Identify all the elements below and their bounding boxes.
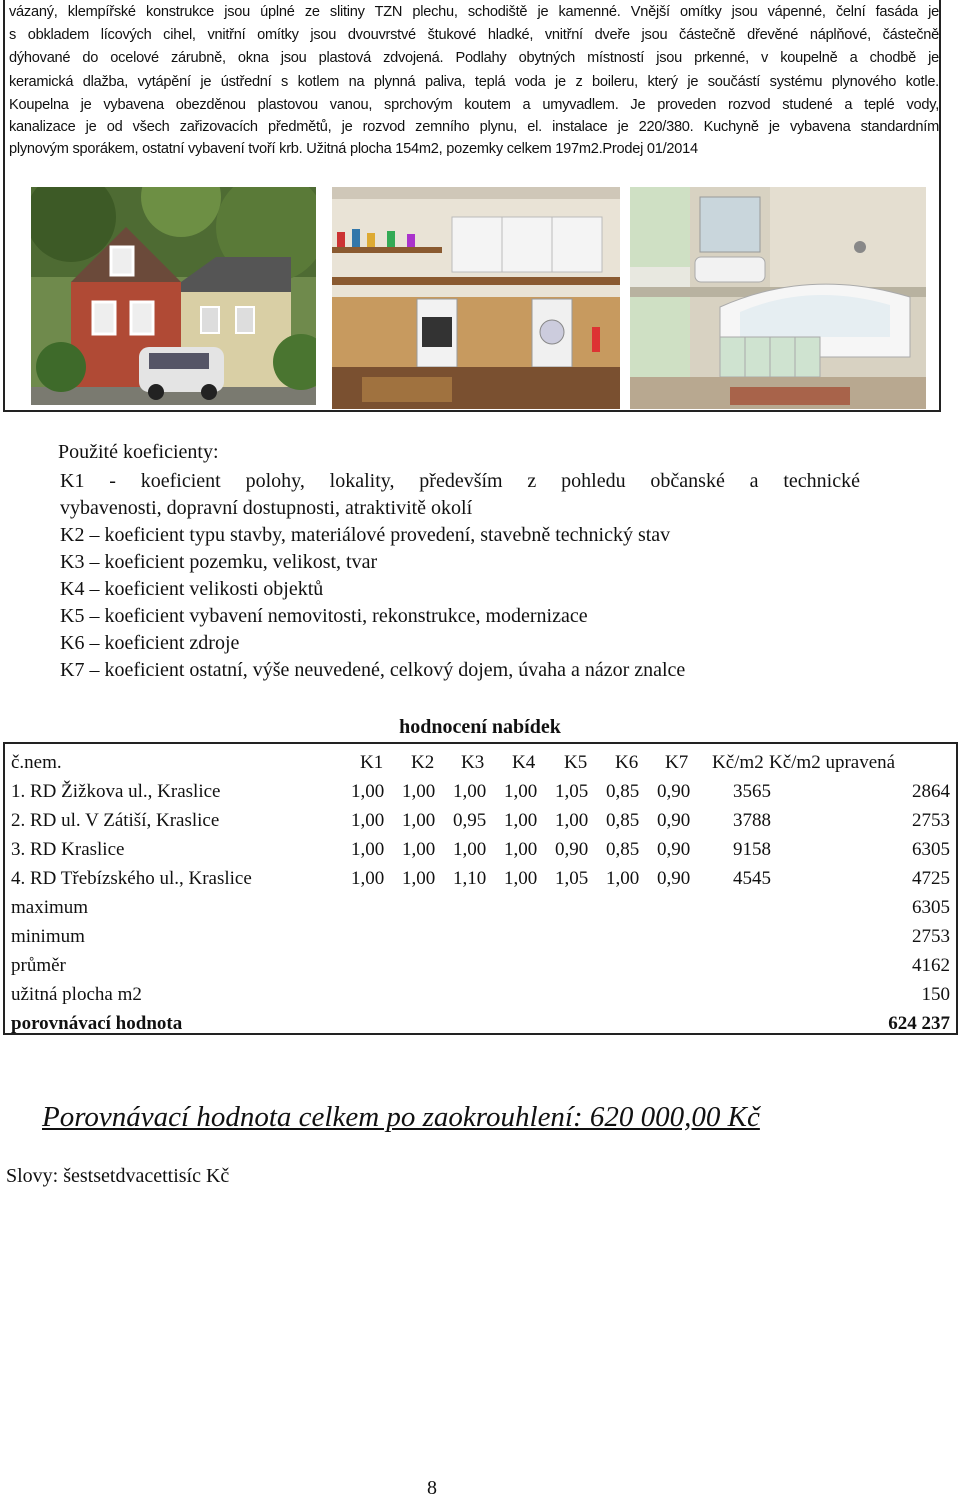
property-name: 1. RD Žižkova ul., Kraslice xyxy=(11,781,221,802)
k3-value: 0,95 xyxy=(453,810,487,831)
k1-value: 1,00 xyxy=(351,868,385,889)
k4-value: 1,00 xyxy=(504,781,538,802)
summary-row-usable-area xyxy=(5,980,956,1009)
k5-value: 1,05 xyxy=(555,868,589,889)
header-price-adjusted: Kč/m2 upravená xyxy=(769,752,896,773)
k7-value: 0,90 xyxy=(657,868,691,889)
summary-label: porovnávací hodnota xyxy=(11,1013,183,1034)
summary-label: maximum xyxy=(11,897,89,918)
k7-value: 0,90 xyxy=(657,781,691,802)
coefficient-line: K4 – koeficient velikosti objektů xyxy=(60,578,324,600)
house-exterior-photo xyxy=(31,187,316,405)
summary-row-minimum xyxy=(5,922,956,951)
table-row xyxy=(5,835,956,864)
description-line: keramická dlažba, vytápění je ústřední s kotlem na plynná paliva, teplá voda je z boileru, který je součástí systému plynového kotle. xyxy=(9,74,939,90)
table-header-row xyxy=(5,748,956,777)
summary-value: 624 237 xyxy=(888,1013,950,1034)
price-adjusted-value: 2864 xyxy=(912,781,950,802)
table-row xyxy=(5,806,956,835)
table-title: hodnocení nabídek xyxy=(399,716,561,738)
price-value: 4545 xyxy=(733,868,771,889)
property-description-box xyxy=(3,0,941,412)
k7-value: 0,90 xyxy=(657,810,691,831)
k2-value: 1,00 xyxy=(402,810,436,831)
summary-row-comparative-value xyxy=(5,1009,956,1038)
header-k5: K5 xyxy=(564,752,588,773)
coefficient-line: K2 – koeficient typu stavby, materiálové provedení, stavebně technický stav xyxy=(60,524,671,546)
table-row xyxy=(5,864,956,893)
k1-value: 1,00 xyxy=(351,781,385,802)
k6-value: 1,00 xyxy=(606,868,640,889)
header-k1: K1 xyxy=(360,752,384,773)
k3-value: 1,00 xyxy=(453,781,487,802)
coefficient-line: K5 – koeficient vybavení nemovitosti, rekonstrukce, modernizace xyxy=(60,605,588,627)
property-name: 3. RD Kraslice xyxy=(11,839,125,860)
price-adjusted-value: 2753 xyxy=(912,810,950,831)
coefficient-line: vybavenosti, dopravní dostupnosti, atraktivitě okolí xyxy=(60,497,473,519)
summary-label: užitná plocha m2 xyxy=(11,984,142,1005)
coefficient-line: K3 – koeficient pozemku, velikost, tvar xyxy=(60,551,378,573)
table-row xyxy=(5,777,956,806)
k5-value: 1,00 xyxy=(555,810,589,831)
summary-value: 6305 xyxy=(912,897,950,918)
coefficient-line: K6 – koeficient zdroje xyxy=(60,632,240,654)
header-k4: K4 xyxy=(512,752,536,773)
k6-value: 0,85 xyxy=(606,781,640,802)
description-line: plynovým sporákem, ostatní vybavení tvoří krb. Užitná plocha 154m2, pozemky celkem 197m2.Prodej 01/2014 xyxy=(9,141,698,157)
summary-row-maximum xyxy=(5,893,956,922)
k5-value: 0,90 xyxy=(555,839,589,860)
k7-value: 0,90 xyxy=(657,839,691,860)
description-line: s obkladem lícových cihel, vnitřní omítky jsou dvouvrstvé štukové hladké, vnitřní dveře jsou částečně dřevěné náplňové, částečně xyxy=(9,27,939,43)
summary-value: 4162 xyxy=(912,955,950,976)
k4-value: 1,00 xyxy=(504,839,538,860)
k6-value: 0,85 xyxy=(606,839,640,860)
description-line: vázaný, klempířské konstrukce jsou úplné ze slitiny TZN plechu, schodiště je kamenné. Vnější omítky jsou vápenné, čelní fasáda je xyxy=(9,4,939,20)
k4-value: 1,00 xyxy=(504,868,538,889)
summary-label: průměr xyxy=(11,955,66,976)
k1-value: 1,00 xyxy=(351,839,385,860)
k2-value: 1,00 xyxy=(402,781,436,802)
k5-value: 1,05 xyxy=(555,781,589,802)
price-value: 9158 xyxy=(733,839,771,860)
price-adjusted-value: 6305 xyxy=(912,839,950,860)
property-name: 2. RD ul. V Zátiší, Kraslice xyxy=(11,810,220,831)
summary-value: 150 xyxy=(921,984,950,1005)
summary-label: minimum xyxy=(11,926,85,947)
property-name: 4. RD Třebízského ul., Kraslice xyxy=(11,868,252,889)
value-in-words: Slovy: šestsetdvacettisíc Kč xyxy=(6,1165,230,1187)
k4-value: 1,00 xyxy=(504,810,538,831)
k3-value: 1,00 xyxy=(453,839,487,860)
coefficient-line: K1 - koeficient polohy, lokality, především z pohledu občanské a technické xyxy=(60,470,860,492)
coefficient-line: K7 – koeficient ostatní, výše neuvedené, celkový dojem, úvaha a názor znalce xyxy=(60,659,686,681)
final-comparative-value: Porovnávací hodnota celkem po zaokrouhlení: 620 000,00 Kč xyxy=(42,1101,760,1133)
price-value: 3565 xyxy=(733,781,771,802)
header-property: č.nem. xyxy=(11,752,62,773)
description-line: Koupelna je vybavena obezděnou plastovou vanou, sprchovým koutem a umyvadlem. Je proveden rozvod studené a teplé vody, xyxy=(9,97,939,113)
bathroom-photo xyxy=(630,187,926,409)
price-adjusted-value: 4725 xyxy=(912,868,950,889)
coefficients-heading: Použité koeficienty: xyxy=(58,441,219,463)
kitchen-photo xyxy=(332,187,620,409)
header-price: Kč/m2 xyxy=(712,752,764,773)
k2-value: 1,00 xyxy=(402,839,436,860)
k3-value: 1,10 xyxy=(453,868,487,889)
header-k2: K2 xyxy=(411,752,435,773)
summary-value: 2753 xyxy=(912,926,950,947)
price-value: 3788 xyxy=(733,810,771,831)
header-k7: K7 xyxy=(665,752,689,773)
k2-value: 1,00 xyxy=(402,868,436,889)
k1-value: 1,00 xyxy=(351,810,385,831)
summary-row-average xyxy=(5,951,956,980)
evaluation-table xyxy=(3,742,958,1035)
description-line: dýhované do ocelové zárubně, okna jsou plastová zdvojená. Podlahy obytných místností jsou prkenné, v koupelně a chodbě je xyxy=(9,50,939,66)
description-line: kanalizace je od všech zařizovacích předmětů, je rozvod zemního plynu, el. instalace je 220/380. Kuchyně je vybavena standardním xyxy=(9,119,939,135)
header-k6: K6 xyxy=(615,752,639,773)
k6-value: 0,85 xyxy=(606,810,640,831)
header-k3: K3 xyxy=(461,752,485,773)
page-number: 8 xyxy=(427,1477,437,1499)
